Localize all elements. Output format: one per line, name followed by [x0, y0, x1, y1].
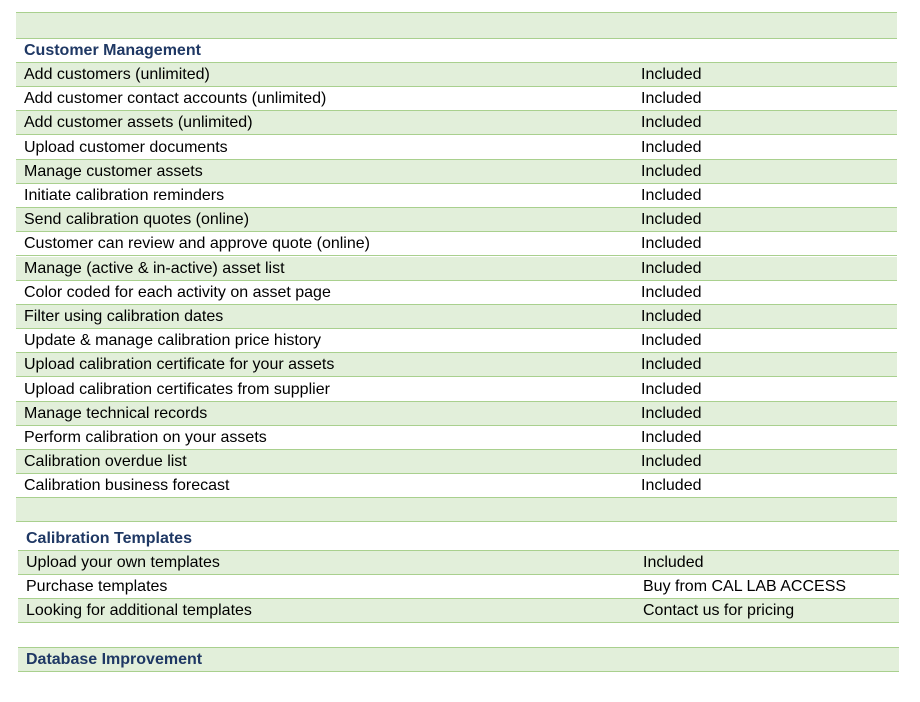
feature-label: Filter using calibration dates [24, 308, 224, 325]
feature-label: Upload calibration certificates from supplier [24, 380, 330, 398]
table-row [16, 450, 897, 474]
feature-label: Manage (active & in-active) asset list [24, 259, 285, 277]
feature-label: Add customer assets (unlimited) [24, 114, 253, 132]
feature-label: Perform calibration on your assets [24, 429, 267, 446]
table-row [16, 232, 897, 256]
table-row [16, 426, 897, 450]
feature-value: Included [641, 308, 702, 325]
feature-value: Included [641, 380, 702, 398]
table-row [16, 63, 897, 87]
table-row [18, 575, 899, 599]
feature-label: Initiate calibration reminders [24, 187, 225, 204]
table-row [16, 281, 897, 305]
feature-label: Customer can review and approve quote (online) [24, 235, 370, 253]
table-row [16, 111, 897, 135]
feature-label: Calibration overdue list [24, 453, 187, 471]
feature-label: Color coded for each activity on asset page [24, 283, 331, 301]
table-row [16, 329, 897, 353]
feature-value: Included [641, 138, 702, 156]
top-spacer-row [16, 12, 897, 39]
table-row [16, 257, 897, 281]
feature-value: Included [641, 404, 702, 422]
section-heading-database-improvement [18, 647, 899, 672]
feature-value: Included [641, 453, 702, 471]
feature-value: Included [641, 356, 702, 374]
feature-value: Included [641, 477, 702, 495]
section-title: Database Improvement [26, 651, 203, 668]
feature-value: Included [641, 66, 702, 83]
feature-value: Included [641, 162, 702, 180]
feature-label: Send calibration quotes (online) [24, 211, 250, 229]
feature-label: Upload your own templates [26, 554, 220, 571]
feature-value: Included [643, 554, 704, 571]
table-row [16, 305, 897, 329]
feature-label: Upload customer documents [24, 138, 228, 156]
table-row [16, 402, 897, 426]
table-row [16, 87, 897, 111]
feature-label: Purchase templates [26, 578, 168, 596]
table-row [16, 136, 897, 160]
feature-label: Update & manage calibration price history [24, 332, 322, 350]
feature-label: Add customer contact accounts (unlimited) [24, 90, 327, 108]
feature-value: Included [641, 187, 702, 204]
feature-value: Included [641, 332, 702, 350]
section-heading-calibration-templates [18, 527, 899, 551]
table-row [16, 474, 897, 498]
feature-label: Looking for additional templates [26, 602, 252, 620]
feature-label: Manage customer assets [24, 162, 203, 180]
feature-label: Manage technical records [24, 404, 208, 422]
table-row [18, 551, 899, 575]
section-title: Customer Management [24, 42, 201, 59]
feature-label: Calibration business forecast [24, 477, 230, 495]
table-row [16, 160, 897, 184]
table-row [16, 353, 897, 377]
table-row [18, 599, 899, 623]
feature-value: Included [641, 90, 702, 108]
feature-value: Included [641, 283, 702, 301]
feature-value: Included [641, 211, 702, 229]
feature-label: Add customers (unlimited) [24, 66, 210, 83]
feature-value: Contact us for pricing [643, 602, 795, 620]
table-row [16, 378, 897, 402]
section-title: Calibration Templates [26, 530, 192, 547]
feature-value: Included [641, 429, 702, 446]
feature-label: Upload calibration certificate for your assets [24, 356, 335, 374]
section-spacer-row [16, 497, 897, 522]
feature-value: Included [641, 114, 702, 132]
feature-value: Included [641, 235, 702, 253]
feature-value: Included [641, 259, 702, 277]
table-row [16, 184, 897, 208]
feature-value: Buy from CAL LAB ACCESS [643, 578, 847, 596]
table-row [16, 208, 897, 232]
section-heading-customer-management [16, 39, 897, 63]
